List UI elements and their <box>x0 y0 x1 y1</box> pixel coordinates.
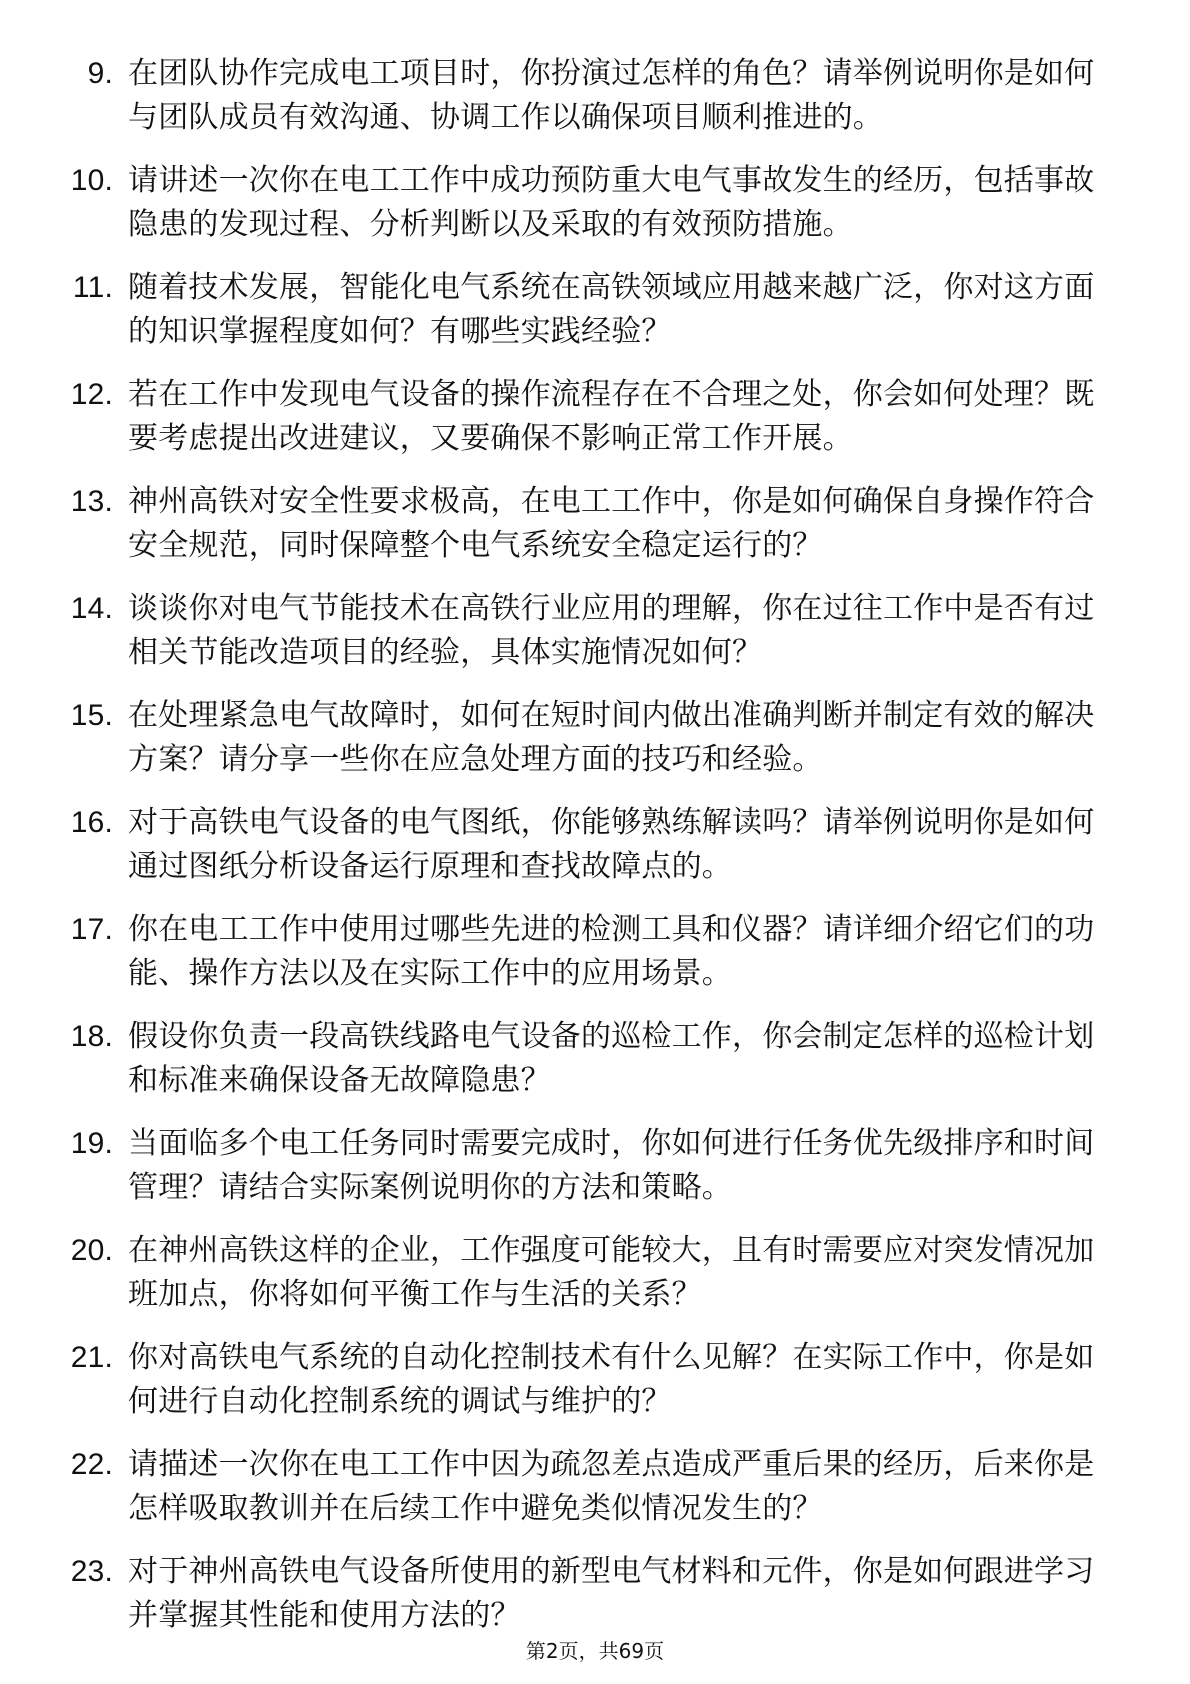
question-number: 14. <box>70 592 113 625</box>
question-item <box>55 1443 1115 1531</box>
question-number: 10. <box>70 164 113 197</box>
question-text: 当面临多个电工任务同时需要完成时，你如何进行任务优先级排序和时间管理？请结合实际案例说明你的方法和策略。 <box>128 1126 1095 1205</box>
question-text: 请描述一次你在电工工作中因为疏忽差点造成严重后果的经历，后来你是怎样吸取教训并在后续工作中避免类似情况发生的？ <box>128 1447 1095 1526</box>
question-text: 假设你负责一段高铁线路电气设备的巡检工作，你会制定怎样的巡检计划和标准来确保设备无故障隐患？ <box>128 1019 1095 1098</box>
question-text: 神州高铁对安全性要求极高，在电工工作中，你是如何确保自身操作符合安全规范，同时保障整个电气系统安全稳定运行的？ <box>128 484 1095 563</box>
question-item <box>55 159 1115 247</box>
question-item <box>55 587 1115 675</box>
question-number: 23. <box>70 1555 113 1588</box>
question-item <box>55 373 1115 461</box>
question-list <box>55 52 1115 1657</box>
question-item <box>55 1015 1115 1103</box>
question-number: 17. <box>70 913 113 946</box>
question-item <box>55 1336 1115 1424</box>
question-number: 18. <box>70 1020 113 1053</box>
question-text: 若在工作中发现电气设备的操作流程存在不合理之处，你会如何处理？既要考虑提出改进建议，又要确保不影响正常工作开展。 <box>128 377 1095 456</box>
question-item <box>55 694 1115 782</box>
question-text: 你在电工工作中使用过哪些先进的检测工具和仪器？请详细介绍它们的功能、操作方法以及在实际工作中的应用场景。 <box>128 912 1095 991</box>
question-item <box>55 1229 1115 1317</box>
question-number: 22. <box>70 1448 113 1481</box>
question-number: 20. <box>70 1234 113 1267</box>
question-number: 9. <box>87 57 113 90</box>
question-number: 11. <box>72 271 113 304</box>
question-number: 15. <box>70 699 113 732</box>
question-number: 19. <box>70 1127 113 1160</box>
question-text: 请讲述一次你在电工工作中成功预防重大电气事故发生的经历，包括事故隐患的发现过程、分析判断以及采取的有效预防措施。 <box>128 163 1095 242</box>
question-text: 你对高铁电气系统的自动化控制技术有什么见解？在实际工作中，你是如何进行自动化控制系统的调试与维护的？ <box>128 1340 1095 1419</box>
question-text: 在神州高铁这样的企业，工作强度可能较大，且有时需要应对突发情况加班加点，你将如何平衡工作与生活的关系？ <box>128 1233 1095 1312</box>
question-item <box>55 52 1115 140</box>
question-item <box>55 266 1115 354</box>
page-footer <box>0 1638 1190 1664</box>
question-text: 谈谈你对电气节能技术在高铁行业应用的理解，你在过往工作中是否有过相关节能改造项目的经验，具体实施情况如何？ <box>128 591 1095 670</box>
question-text: 随着技术发展，智能化电气系统在高铁领域应用越来越广泛，你对这方面的知识掌握程度如何？有哪些实践经验？ <box>128 270 1095 349</box>
question-number: 13. <box>70 485 113 518</box>
question-number: 16. <box>70 806 113 839</box>
question-text: 在团队协作完成电工项目时，你扮演过怎样的角色？请举例说明你是如何与团队成员有效沟通、协调工作以确保项目顺利推进的。 <box>128 56 1095 135</box>
question-item <box>55 1122 1115 1210</box>
question-item <box>55 480 1115 568</box>
page-number-label: 第2页，共69页 <box>525 1639 665 1663</box>
question-text: 在处理紧急电气故障时，如何在短时间内做出准确判断并制定有效的解决方案？请分享一些你在应急处理方面的技巧和经验。 <box>128 698 1095 777</box>
question-item <box>55 801 1115 889</box>
question-item <box>55 1550 1115 1638</box>
question-text: 对于高铁电气设备的电气图纸，你能够熟练解读吗？请举例说明你是如何通过图纸分析设备运行原理和查找故障点的。 <box>128 805 1095 884</box>
question-text: 对于神州高铁电气设备所使用的新型电气材料和元件，你是如何跟进学习并掌握其性能和使用方法的？ <box>128 1554 1095 1633</box>
question-number: 12. <box>70 378 113 411</box>
question-number: 21. <box>70 1341 113 1374</box>
question-item <box>55 908 1115 996</box>
